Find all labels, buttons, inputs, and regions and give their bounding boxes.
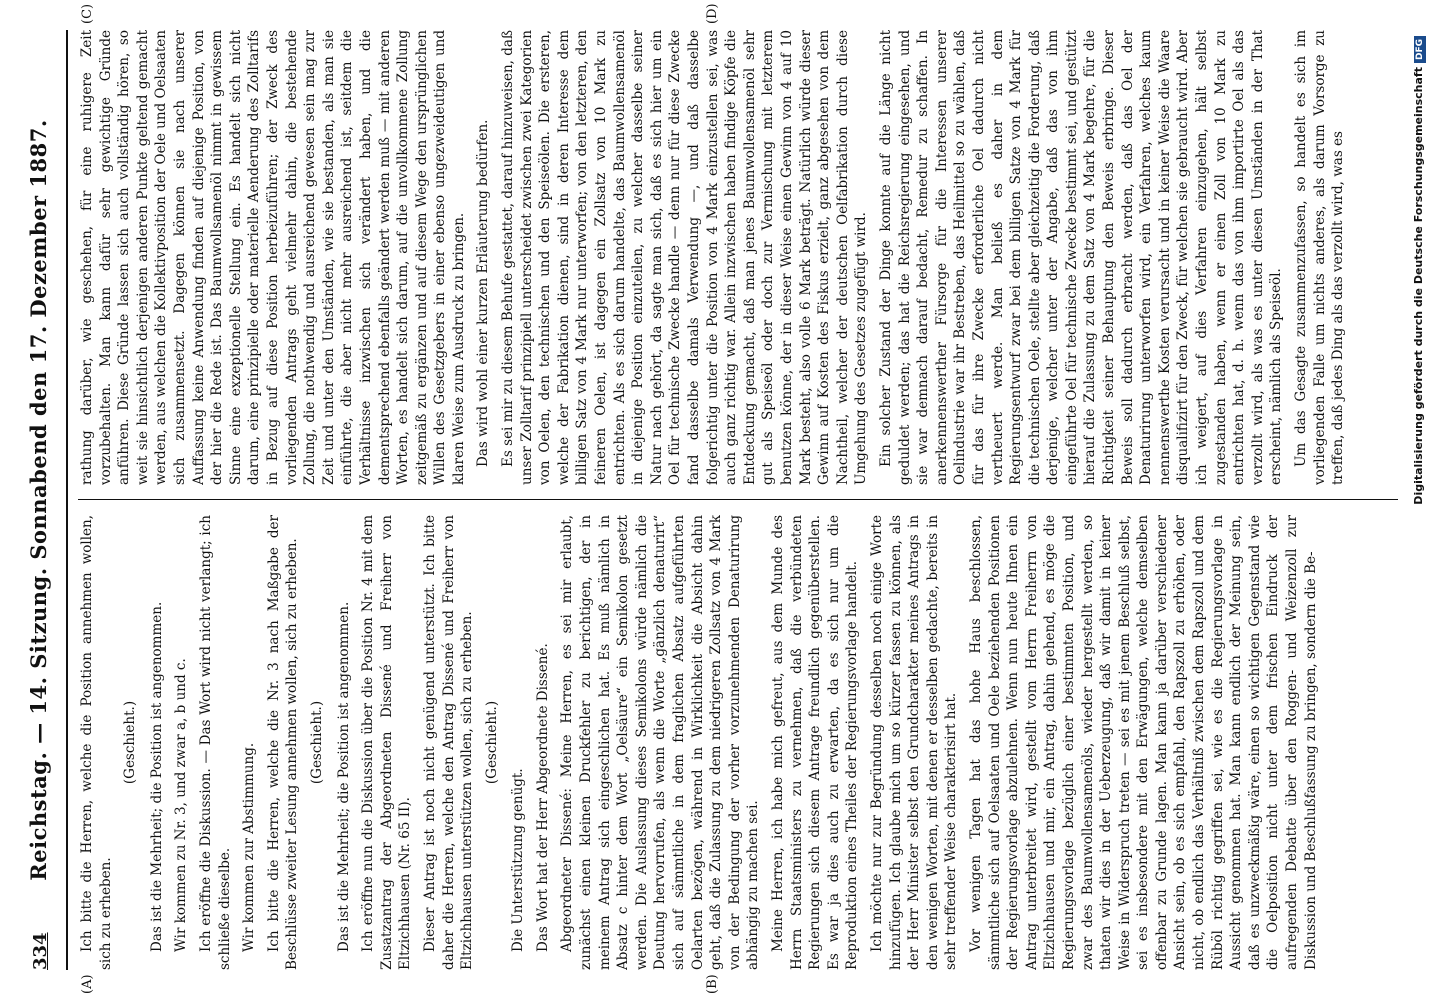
column-divider — [78, 499, 1398, 500]
stage-direction: (Geschieht.) — [308, 700, 325, 785]
paragraph: Wir kommen zu Nr. 3, und zwar a, b und c. — [173, 658, 190, 952]
margin-mark-c: (C) — [80, 3, 95, 24]
page-header — [16, 30, 60, 970]
digitization-credit — [1412, 0, 1426, 1000]
paragraph: Das Wort hat der Herr Abgeordnete Dissené. — [534, 643, 551, 952]
speech-paragraph: Um das Gesagte zusammenzufassen, so handelt es sich im vorliegenden Falle um nichts anderes, als darum Vorsorge zu treffen, daß jedes Ding als das verzollt wird, was es — [1293, 30, 1347, 485]
speech-paragraph: Ich möchte nur zur Begründung desselben noch einige Worte hinzufügen. Ich glaube mich um so kürzer fassen zu können, als der Herr Minister selbst den Grundcharakter meines Antrags in den wenigen Worten, mit denen er desselben gedachte, bereits in sehr treffender Weise charakterisirt hat. — [868, 515, 960, 970]
paragraph: Ich eröffne nun die Diskussion über die Position Nr. 4 mit dem Zusatzantrag der Abgeordneten Dissené und Freiherr von Eltzichhausen (Nr. 65 II). — [360, 515, 414, 970]
speech-paragraph: rathung darüber, wie geschehen, für eine ruhigere Zeit vorzubehalten. Man kann dafür sehr gewichtige Gründe anführen. Diese Gründe lassen sich auch vollständig hören, so weit sie hinsichtlich derjenigen anderen Punkte geltend gemacht werden, aus welchen die Kollektivposition der Oele und Oelsaaten sich zusammensetzt. Dagegen können sie nach unserer Auffassung keine Anwendung finden auf diejenige Position, von der hier die Rede ist. Das Baumwollsamenöl nimmt in gewissem Sinne eine exzeptionelle Stellung ein. Es handelt sich nicht darum, eine prinzipielle oder materielle Aenderung des Zolltarifs in Bezug auf diese Position herbeizuführen; der Zweck des vorliegenden Antrags geht vielmehr dahin, die bestehende Zollung, die nothwendig und ausreichend gewesen sein mag zur Zeit und unter den Umständen, wie sie bestanden, als man sie einführte, die aber nicht mehr ausreichend ist, seitdem die Verhältnisse inzwischen sich verändert haben, und die dementsprechend ebenfalls geändert werden muß — mit anderen Worten, es handelt sich darum, auf die unvollkommene Zollung zeitgemäß zu ergänzen und auf diesem Wege den ursprünglichen Willen des Gesetzgebers in einer ebenso ungezweideutigen und klaren Weise zum Ausdruck zu bringen. — [79, 30, 467, 485]
credit-text: Digitalisierung gefördert durch die Deutsche Forschungsgemeinschaft — [1412, 67, 1425, 505]
speech-paragraph: Abgeordneter Dissené: Meine Herren, es sei mir erlaubt, zunächst einen kleinen Druckfehler zu berichtigen, der in meinem Antrag sich eingeschlichen hat. Es muß nämlich in Absatz c hinter dem Wort „Oelsäure“ ein Semikolon gesetzt werden. Die Auslassung dieses Semikolons würde nämlich die Deutung hervorrufen, als wenn die Worte „gänzlich denaturirt“ sich auf sämmtliche in dem fraglichen Absatz aufgeführten Oelarten bezögen, während in Wirklichkeit die Absicht dahin geht, daß die Zulassung zu dem niedrigeren Zollsatz von 4 Mark von der Bedingung der vorher vorzunehmenden Denaturirung abhängig zu machen sei. — [559, 515, 762, 970]
margin-mark-b: (B) — [705, 974, 720, 994]
paragraph: Ich bitte die Herren, welche die Nr. 3 nach Maßgabe der Beschlüsse zweiter Lesung annehmen wollen, sich zu erheben. — [265, 515, 301, 970]
page-number: 334 — [30, 932, 51, 970]
stage-direction: (Geschieht.) — [122, 700, 139, 785]
paragraph: Das ist die Mehrheit; die Position ist angenommen. — [148, 601, 165, 952]
left-column — [78, 515, 1408, 970]
speech-paragraph: Vor wenigen Tagen hat das hohe Haus beschlossen, sämmtliche sich auf Oelsaaten und Oele beziehenden Positionen der Regierungsvorlage abzulehnen. Wenn nun heute Ihnen ein Antrag unterbreitet wird, gestellt vom Herrn Freiherrn von Eltzichhausen und mir, ein Antrag, dahin gehend, es möge die Regierungsvorlage bezüglich einer bestimmten Position, und zwar des Baumwollensamenöls, wieder hergestellt werden, so thaten wir dies in der Ueberzeugung, daß wir damit in keiner Weise in Widerspruch treten — sei es mit jenem Beschluß selbst, sei es insbesondere mit den Erwägungen, welche demselben offenbar zu Grunde lagen. Man kann ja darüber verschiedener Ansicht sein, ob es sich empfahl, den Rapszoll zu erhöhen, oder nicht, ob endlich das Verhältniß zwischen dem Rapszoll und dem Rüböl richtig gegriffen sei, wie es die Regierungsvorlage in Aussicht genommen hat. Man kann endlich der Meinung sein, daß es unzweckmäßig wäre, einen so wichtigen Gegenstand wie die Oelposition nicht unter dem frischen Eindruck der aufregenden Debatte über den Roggen- und Weizenzoll zur Diskussion und Beschlußfassung zu bringen, sondern die Be- — [967, 515, 1319, 970]
margin-mark-d: (D) — [705, 3, 720, 24]
speech-paragraph: Es sei mir zu diesem Behufe gestattet, darauf hinzuweisen, daß unser Zolltarif prinzipiell unterscheidet zwischen zwei Kategorien von Oelen, den technischen und den Speiseölen. Die ersteren, welche der Fabrikation dienen, sind in deren Interesse dem billigen Satz von 4 Mark nur unterworfen; von den letzteren, den feineren Oelen, ist dagegen ein Zollsatz von 10 Mark zu entrichten. Als es sich darum handelte, das Baumwollensamenöl in diejenige Position einzuteilen, zu welcher dasselbe seiner Natur nach gehört, da sagte man sich, daß es sich hier um ein Oel für technische Zwecke handle — denn nur für diese Zwecke fand dasselbe damals Verwendung —, und daß dasselbe folgerichtig unter die Position von 4 Mark einzustellen sei, was auch ganz richtig war. Allein inzwischen haben findige Köpfe die Entdeckung gemacht, daß man jenes Baumwollensamenöl sehr gut als Speiseöl oder doch zur Vermischung mit letzterem benutzen könne, der in dieser Weise einen Gewinn von 4 auf 10 Mark besteht, also volle 6 Mark beträgt. Natürlich würde dieser Gewinn auf Kosten des Fiskus erzielt, ganz abgesehen von dem Nachtheil, welcher der deutschen Oelfabrikation durch diese Umgehung des Gesetzes zugefügt wird. — [500, 30, 870, 485]
speech-paragraph: Meine Herren, ich habe mich gefreut, aus dem Munde des Herrn Staatsministers zu vernehmen, daß die verbündeten Regierungen sich diesem Antrage freundlich gegenüberstellen. Es war ja dies auch zu erwarten, da es sich nur um die Reproduktion eines Theiles der Regierungsvorlage handelt. — [770, 515, 861, 970]
paragraph: Das ist die Mehrheit; die Position ist angenommen. — [335, 601, 352, 952]
speech-paragraph: Ein solcher Zustand der Dinge konnte auf die Länge nicht geduldet werden; das hat die Reichsregierung eingesehen, und sie war demnach darauf bedacht, Remedur zu schaffen. In anerkennenswerther Fürsorge für die Interessen unserer Oelindustrie war ihr Bestreben, das Heilmittel so zu wählen, daß für das für ihre Zwecke erforderliche Oel dadurch nicht vertheuert werde. Man beließ es daher in dem Regierungsentwurf zwar bei dem billigen Satze von 4 Mark für die technischen Oele, stellte aber gleichzeitig die Forderung, daß derjenige, welcher unter der Angabe, daß das von ihm eingeführte Oel für technische Zwecke bestimmt sei, und gestützt hierauf die Zulassung zu dem Satz von 4 Mark begehre, für die Richtigkeit seiner Behauptung den Beweis erbringe. Dieser Beweis soll dadurch erbracht werden, daß das Oel der Denaturirung unterworfen wird, ein Verfahren, welches kaum nennenswerthe Kosten verursacht und in keiner Weise die Waare disqualifizirt für den Zweck, für welchen sie gebraucht wird. Aber ich weigert, auf dies Verfahren einzugehen, hält selbst zugestanden haben, wenn er einen Zoll von 10 Mark zu entrichten hat, d. h. wenn das von ihm importirte Oel als das verzollt wird, als was es unter diesen Umständen in der That erscheint, nämlich als Speiseöl. — [877, 30, 1285, 485]
stage-direction: (Geschieht.) — [483, 700, 500, 785]
speech-paragraph: Das wird wohl einer kurzen Erläuterung bedürfen. — [475, 119, 492, 467]
right-column — [78, 30, 1408, 485]
header-rule — [66, 30, 68, 970]
paragraph: Dieser Antrag ist noch nicht genügend unterstützt. Ich bitte daher die Herren, welche den Antrag Dissené und Freiherr von Eltzichhausen unterstützen wollen, sich zu erheben. — [421, 515, 476, 970]
paragraph: Die Unterstützung genügt. — [510, 768, 527, 952]
dfg-logo: DFG — [1414, 36, 1426, 63]
paragraph: Ich eröffne die Diskussion. — Das Wort wird nicht verlangt; ich schließe dieselbe. — [197, 515, 233, 970]
paragraph: Wir kommen zur Abstimmung. — [241, 742, 258, 952]
margin-mark-a: (A) — [80, 974, 95, 994]
paragraph: Ich bitte die Herren, welche die Position annehmen wollen, sich zu erheben. — [79, 515, 114, 970]
page-title: Reichstag. — 14. Sitzung. Sonnabend den 17. Dezember 1887. — [26, 119, 51, 881]
